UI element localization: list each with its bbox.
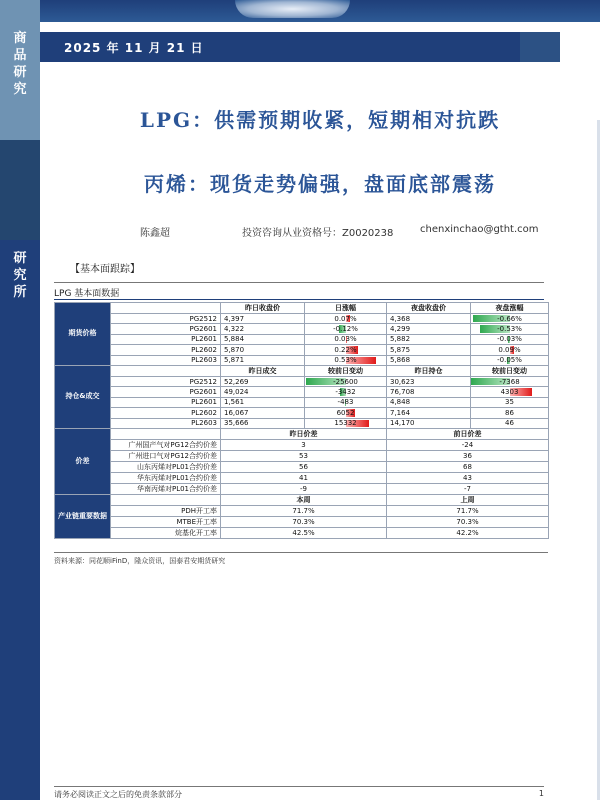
value-cell: 36 (387, 450, 549, 461)
table-row (55, 334, 549, 344)
change-value: 0.07% (334, 314, 357, 323)
value-cell: 43 (387, 472, 549, 483)
open-interest: 30,623 (387, 376, 471, 386)
change-value: 86 (505, 408, 514, 417)
contract-label: PL2603 (111, 418, 221, 428)
volume: 35,666 (221, 418, 305, 428)
table-row (55, 345, 549, 355)
category-cell: 持仓&成交 (55, 365, 111, 428)
header-logo-emblem (235, 0, 350, 18)
column-header: 前日价差 (387, 428, 549, 439)
day-change-cell (305, 314, 387, 324)
column-header: 昨日价差 (221, 428, 387, 439)
column-header: 昨日持仓 (387, 365, 471, 376)
change-value: 0.09% (498, 345, 521, 354)
table-row (55, 483, 549, 494)
change-value: 0.53% (334, 356, 357, 365)
contract-label: PL2601 (111, 334, 221, 344)
author-email[interactable]: chenxinchao@gtht.com (420, 224, 539, 235)
open-interest: 7,164 (387, 408, 471, 418)
close-price: 5,871 (221, 355, 305, 365)
open-interest: 14,170 (387, 418, 471, 428)
table-row (55, 450, 549, 461)
table-cell (111, 365, 221, 376)
table-header-row (55, 365, 549, 376)
night-close-price: 4,368 (387, 314, 471, 324)
category-cell: 产业链重要数据 (55, 494, 111, 538)
sidebar-label-text: 商 品 研 究 (13, 31, 27, 97)
fundamentals-table (54, 302, 549, 539)
change-value: -483 (337, 398, 354, 407)
open-interest: 76,708 (387, 387, 471, 397)
night-change-cell (471, 334, 549, 344)
report-date: 2025 年 11 月 21 日 (64, 41, 204, 55)
sidebar-section-label-2 (0, 250, 40, 301)
row-label: 广州国产气对PG12合约价差 (111, 439, 221, 450)
oi-change-cell (471, 376, 549, 386)
day-change-cell (305, 345, 387, 355)
sidebar-label-text: 研 究 所 (13, 251, 27, 300)
change-value: -7368 (499, 377, 520, 386)
row-label: 华南丙烯对PL01合约价差 (111, 483, 221, 494)
divider (54, 282, 544, 283)
contract-label: PL2603 (111, 355, 221, 365)
close-price: 4,322 (221, 324, 305, 334)
night-change-cell (471, 324, 549, 334)
title-lpg: LPG：供需预期收紧，短期相对抗跌 (139, 108, 501, 132)
value-cell: 56 (221, 461, 387, 472)
day-change-cell (305, 334, 387, 344)
date-bar-tab (520, 32, 560, 62)
row-label: MTBE开工率 (111, 516, 221, 527)
volume: 52,269 (221, 376, 305, 386)
row-label: 烷基化开工率 (111, 527, 221, 538)
value-cell: 3 (221, 439, 387, 450)
column-header: 昨日成交 (221, 365, 305, 376)
value-cell: 68 (387, 461, 549, 472)
night-close-price: 5,875 (387, 345, 471, 355)
column-header: 本周 (221, 494, 387, 505)
volume: 1,561 (221, 397, 305, 407)
table-header-row (55, 303, 549, 314)
table-cell (111, 494, 221, 505)
change-value: 0.22% (334, 345, 357, 354)
title-propylene: 丙烯：现货走势偏强，盘面底部震荡 (144, 172, 496, 196)
footer-disclaimer: 请务必阅读正文之后的免责条款部分 (54, 790, 182, 799)
table-cell (111, 428, 221, 439)
footer-divider (54, 786, 544, 787)
table-row (55, 397, 549, 407)
change-value: 0.03% (334, 335, 357, 344)
volume-change-cell (305, 408, 387, 418)
change-value: -0.12% (333, 325, 358, 334)
change-value: 6052 (336, 408, 355, 417)
day-change-cell (305, 355, 387, 365)
table-row (55, 324, 549, 334)
change-value: 46 (505, 419, 514, 428)
section-tag: 【基本面跟踪】 (70, 264, 140, 275)
contract-label: PL2601 (111, 397, 221, 407)
column-header: 较前日变动 (471, 365, 549, 376)
volume-change-cell (305, 376, 387, 386)
change-value: -25600 (333, 377, 358, 386)
night-change-cell (471, 345, 549, 355)
table-row (55, 418, 549, 428)
change-value: -0.05% (497, 356, 522, 365)
category-cell: 价差 (55, 428, 111, 494)
row-label: PDH开工率 (111, 505, 221, 516)
table-row (55, 355, 549, 365)
author-name: 陈鑫超 (140, 228, 170, 239)
change-value: -0.03% (497, 335, 522, 344)
contract-label: PG2512 (111, 376, 221, 386)
close-price: 5,884 (221, 334, 305, 344)
table-row (55, 461, 549, 472)
value-cell: 53 (221, 450, 387, 461)
contract-label: PL2602 (111, 408, 221, 418)
column-header: 夜盘涨幅 (471, 303, 549, 314)
left-sidebar (0, 0, 40, 800)
column-header: 日涨幅 (305, 303, 387, 314)
table-row (55, 376, 549, 386)
category-cell: 期货价格 (55, 303, 111, 366)
table-row (55, 505, 549, 516)
night-close-price: 5,882 (387, 334, 471, 344)
day-change-cell (305, 324, 387, 334)
close-price: 5,870 (221, 345, 305, 355)
oi-change-cell (471, 397, 549, 407)
date-bar (40, 32, 560, 62)
night-change-cell (471, 355, 549, 365)
contract-label: PG2601 (111, 387, 221, 397)
table-row (55, 527, 549, 538)
change-value: 15332 (334, 419, 357, 428)
value-cell: 41 (221, 472, 387, 483)
column-header: 夜盘收盘价 (387, 303, 471, 314)
night-close-price: 5,868 (387, 355, 471, 365)
night-change-cell (471, 314, 549, 324)
table-title: LPG 基本面数据 (54, 289, 120, 299)
author-license: 投资咨询从业资格号：Z0020238 (242, 228, 394, 239)
row-label: 广州进口气对PG12合约价差 (111, 450, 221, 461)
header-band (40, 0, 600, 22)
table-row (55, 439, 549, 450)
oi-change-cell (471, 418, 549, 428)
source-note: 资料来源：同花顺iFinD，隆众资讯，国泰君安期货研究 (54, 557, 226, 565)
value-cell: 42.2% (387, 527, 549, 538)
volume-change-cell (305, 387, 387, 397)
table-row (55, 408, 549, 418)
oi-change-cell (471, 387, 549, 397)
divider (54, 299, 544, 300)
change-value: -3432 (335, 388, 356, 397)
volume-change-cell (305, 418, 387, 428)
value-cell: 42.5% (221, 527, 387, 538)
table-header-row (55, 428, 549, 439)
page-number: 1 (538, 789, 544, 798)
row-label: 华东丙烯对PL01合约价差 (111, 472, 221, 483)
volume-change-cell (305, 397, 387, 407)
volume: 16,067 (221, 408, 305, 418)
contract-label: PG2512 (111, 314, 221, 324)
divider (54, 552, 548, 553)
column-header: 上周 (387, 494, 549, 505)
value-cell: -9 (221, 483, 387, 494)
table-row (55, 387, 549, 397)
night-close-price: 4,299 (387, 324, 471, 334)
value-cell: -7 (387, 483, 549, 494)
value-cell: -24 (387, 439, 549, 450)
sidebar-mid-segment (0, 140, 40, 240)
table-row (55, 472, 549, 483)
table-header-row (55, 494, 549, 505)
change-value: 4303 (500, 388, 519, 397)
value-cell: 70.3% (221, 516, 387, 527)
close-price: 4,397 (221, 314, 305, 324)
sidebar-section-label-1 (0, 30, 40, 98)
open-interest: 4,848 (387, 397, 471, 407)
sidebar-lower-segment (0, 240, 40, 800)
contract-label: PG2601 (111, 324, 221, 334)
change-value: -0.66% (497, 314, 522, 323)
table-row (55, 516, 549, 527)
table-row (55, 314, 549, 324)
row-label: 山东丙烯对PL01合约价差 (111, 461, 221, 472)
oi-change-cell (471, 408, 549, 418)
change-value: -0.53% (497, 325, 522, 334)
volume: 49,024 (221, 387, 305, 397)
change-value: 35 (505, 398, 514, 407)
column-header: 较前日变动 (305, 365, 387, 376)
column-header: 昨日收盘价 (221, 303, 305, 314)
value-cell: 71.7% (387, 505, 549, 516)
value-cell: 71.7% (221, 505, 387, 516)
contract-label: PL2602 (111, 345, 221, 355)
value-cell: 70.3% (387, 516, 549, 527)
table-cell (111, 303, 221, 314)
